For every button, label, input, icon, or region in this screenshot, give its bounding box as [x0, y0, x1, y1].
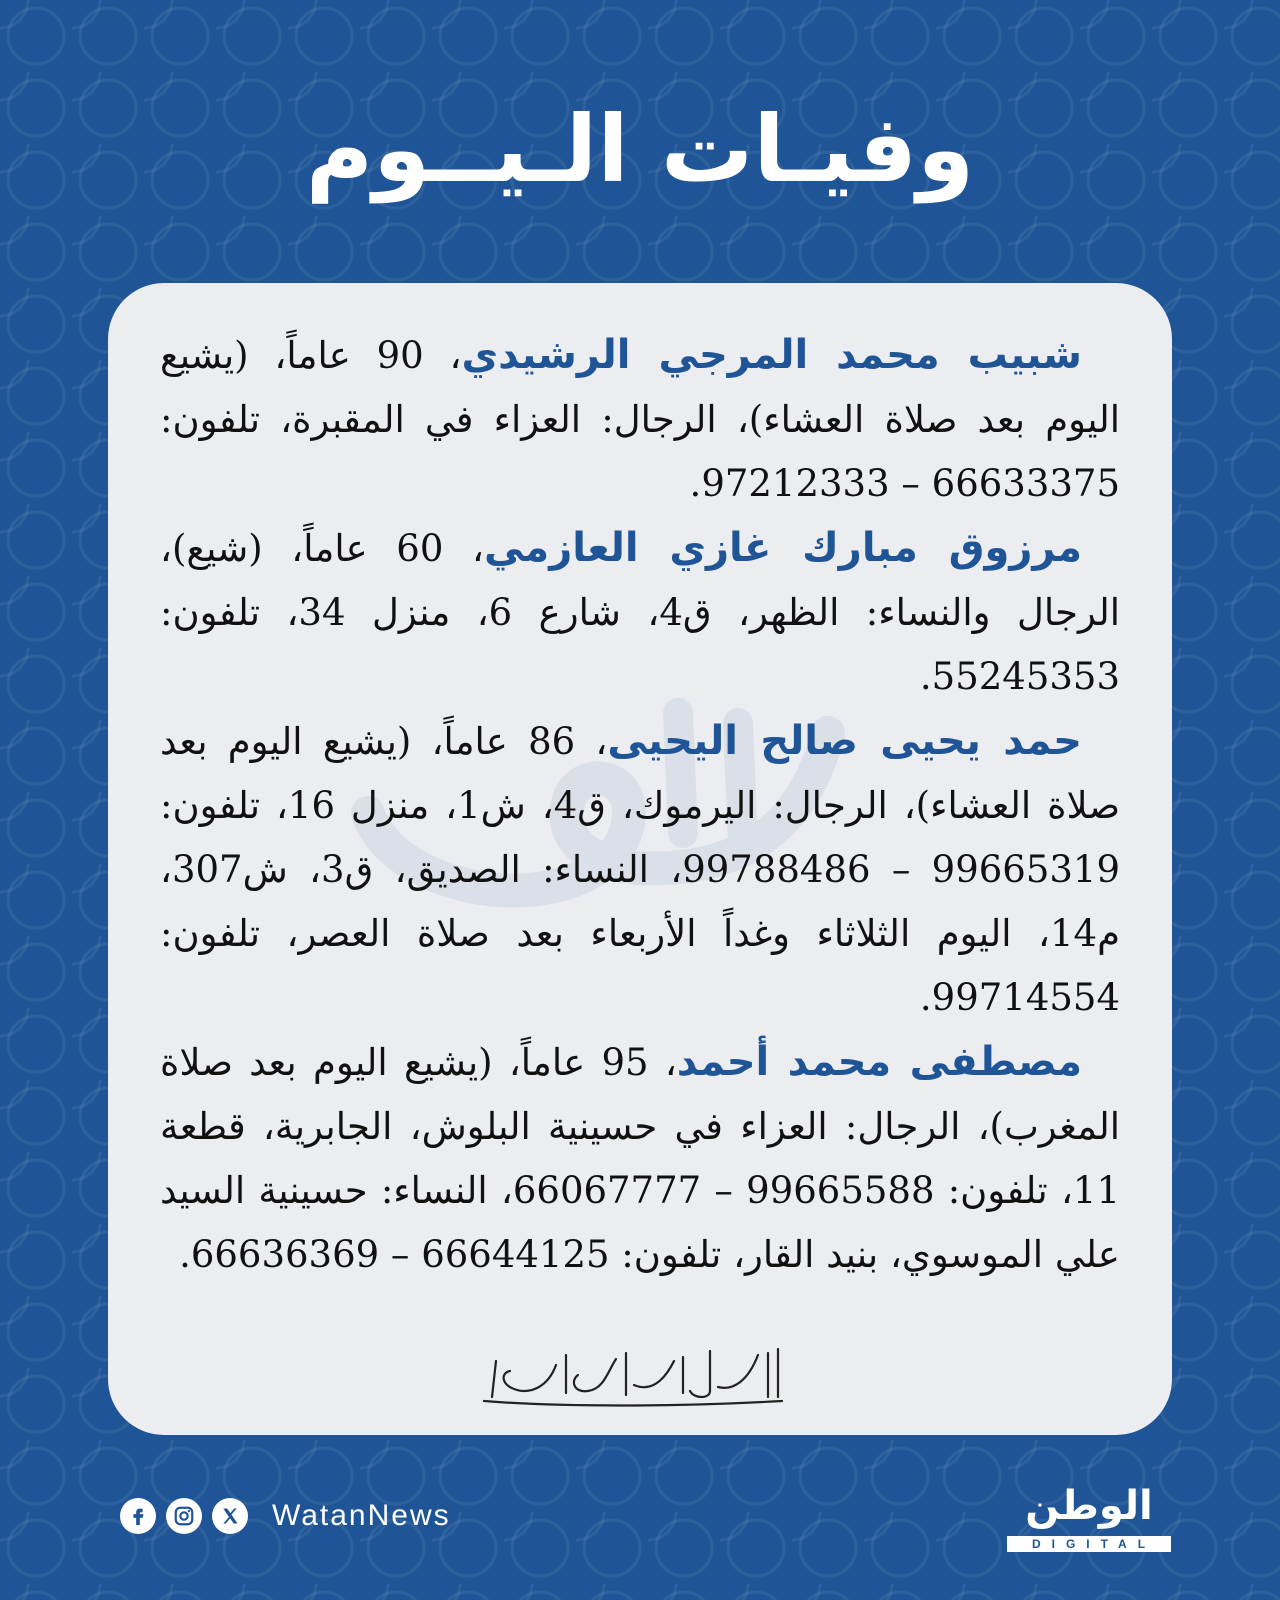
instagram-icon[interactable] [166, 1498, 202, 1534]
deceased-name: مرزوق مبارك غازي العازمي [483, 525, 1083, 571]
x-icon[interactable] [212, 1498, 248, 1534]
deceased-name: شبيب محمد المرجي الرشيدي [461, 332, 1082, 378]
obituary-details: ، 60 عاماً، (شيع)، الرجال والنساء: الظهر، ق4، شارع 6، منزل 34، تلفون: 55245353. [160, 527, 1120, 698]
facebook-icon[interactable] [120, 1498, 156, 1534]
page-title: وفيـات الـيــوم [305, 96, 975, 203]
social-footer [120, 1492, 451, 1540]
deceased-name: مصطفى محمد أحمد [676, 1039, 1082, 1085]
obituary-details: ، 90 عاماً، (يشيع اليوم بعد صلاة العشاء)، الرجال: العزاء في المقبرة، تلفون: 66633375 – 97212333. [160, 334, 1120, 505]
obituary-entry [160, 516, 1120, 709]
obituary-details: ، 95 عاماً، (يشيع اليوم بعد صلاة المغرب)، الرجال: العزاء في حسينية البلوش، الجابرية، قطعة 11، تلفون: 99665588 – 66067777، النساء: حسينية السيد علي الموسوي، بنيد القار، تلفون: 66644125 – 66636369. [160, 1041, 1120, 1276]
brand-logo [1004, 1482, 1174, 1564]
calligraphy-verse [478, 1341, 788, 1409]
obituary-list [160, 323, 1120, 1287]
logo-wordmark: الوطن [1025, 1483, 1153, 1529]
obituary-entry [160, 709, 1120, 1030]
logo-subtitle: DIGITAL [1007, 1536, 1171, 1552]
obituary-entry [160, 1030, 1120, 1287]
obituary-details: ، 86 عاماً، (يشيع اليوم بعد صلاة العشاء)، الرجال: اليرموك، ق4، ش1، منزل 16، تلفون: 99665319 – 99788486، النساء: الصديق، ق3، ش307، م14، اليوم الثلاثاء وغداً الأربعاء بعد صلاة العصر، تلفون: 99714554. [160, 720, 1121, 1019]
obituary-entry [160, 323, 1120, 516]
obituaries-card [108, 283, 1172, 1435]
social-handle: WatanNews [272, 1499, 451, 1532]
deceased-name: حمد يحيى صالح اليحيى [607, 718, 1083, 764]
